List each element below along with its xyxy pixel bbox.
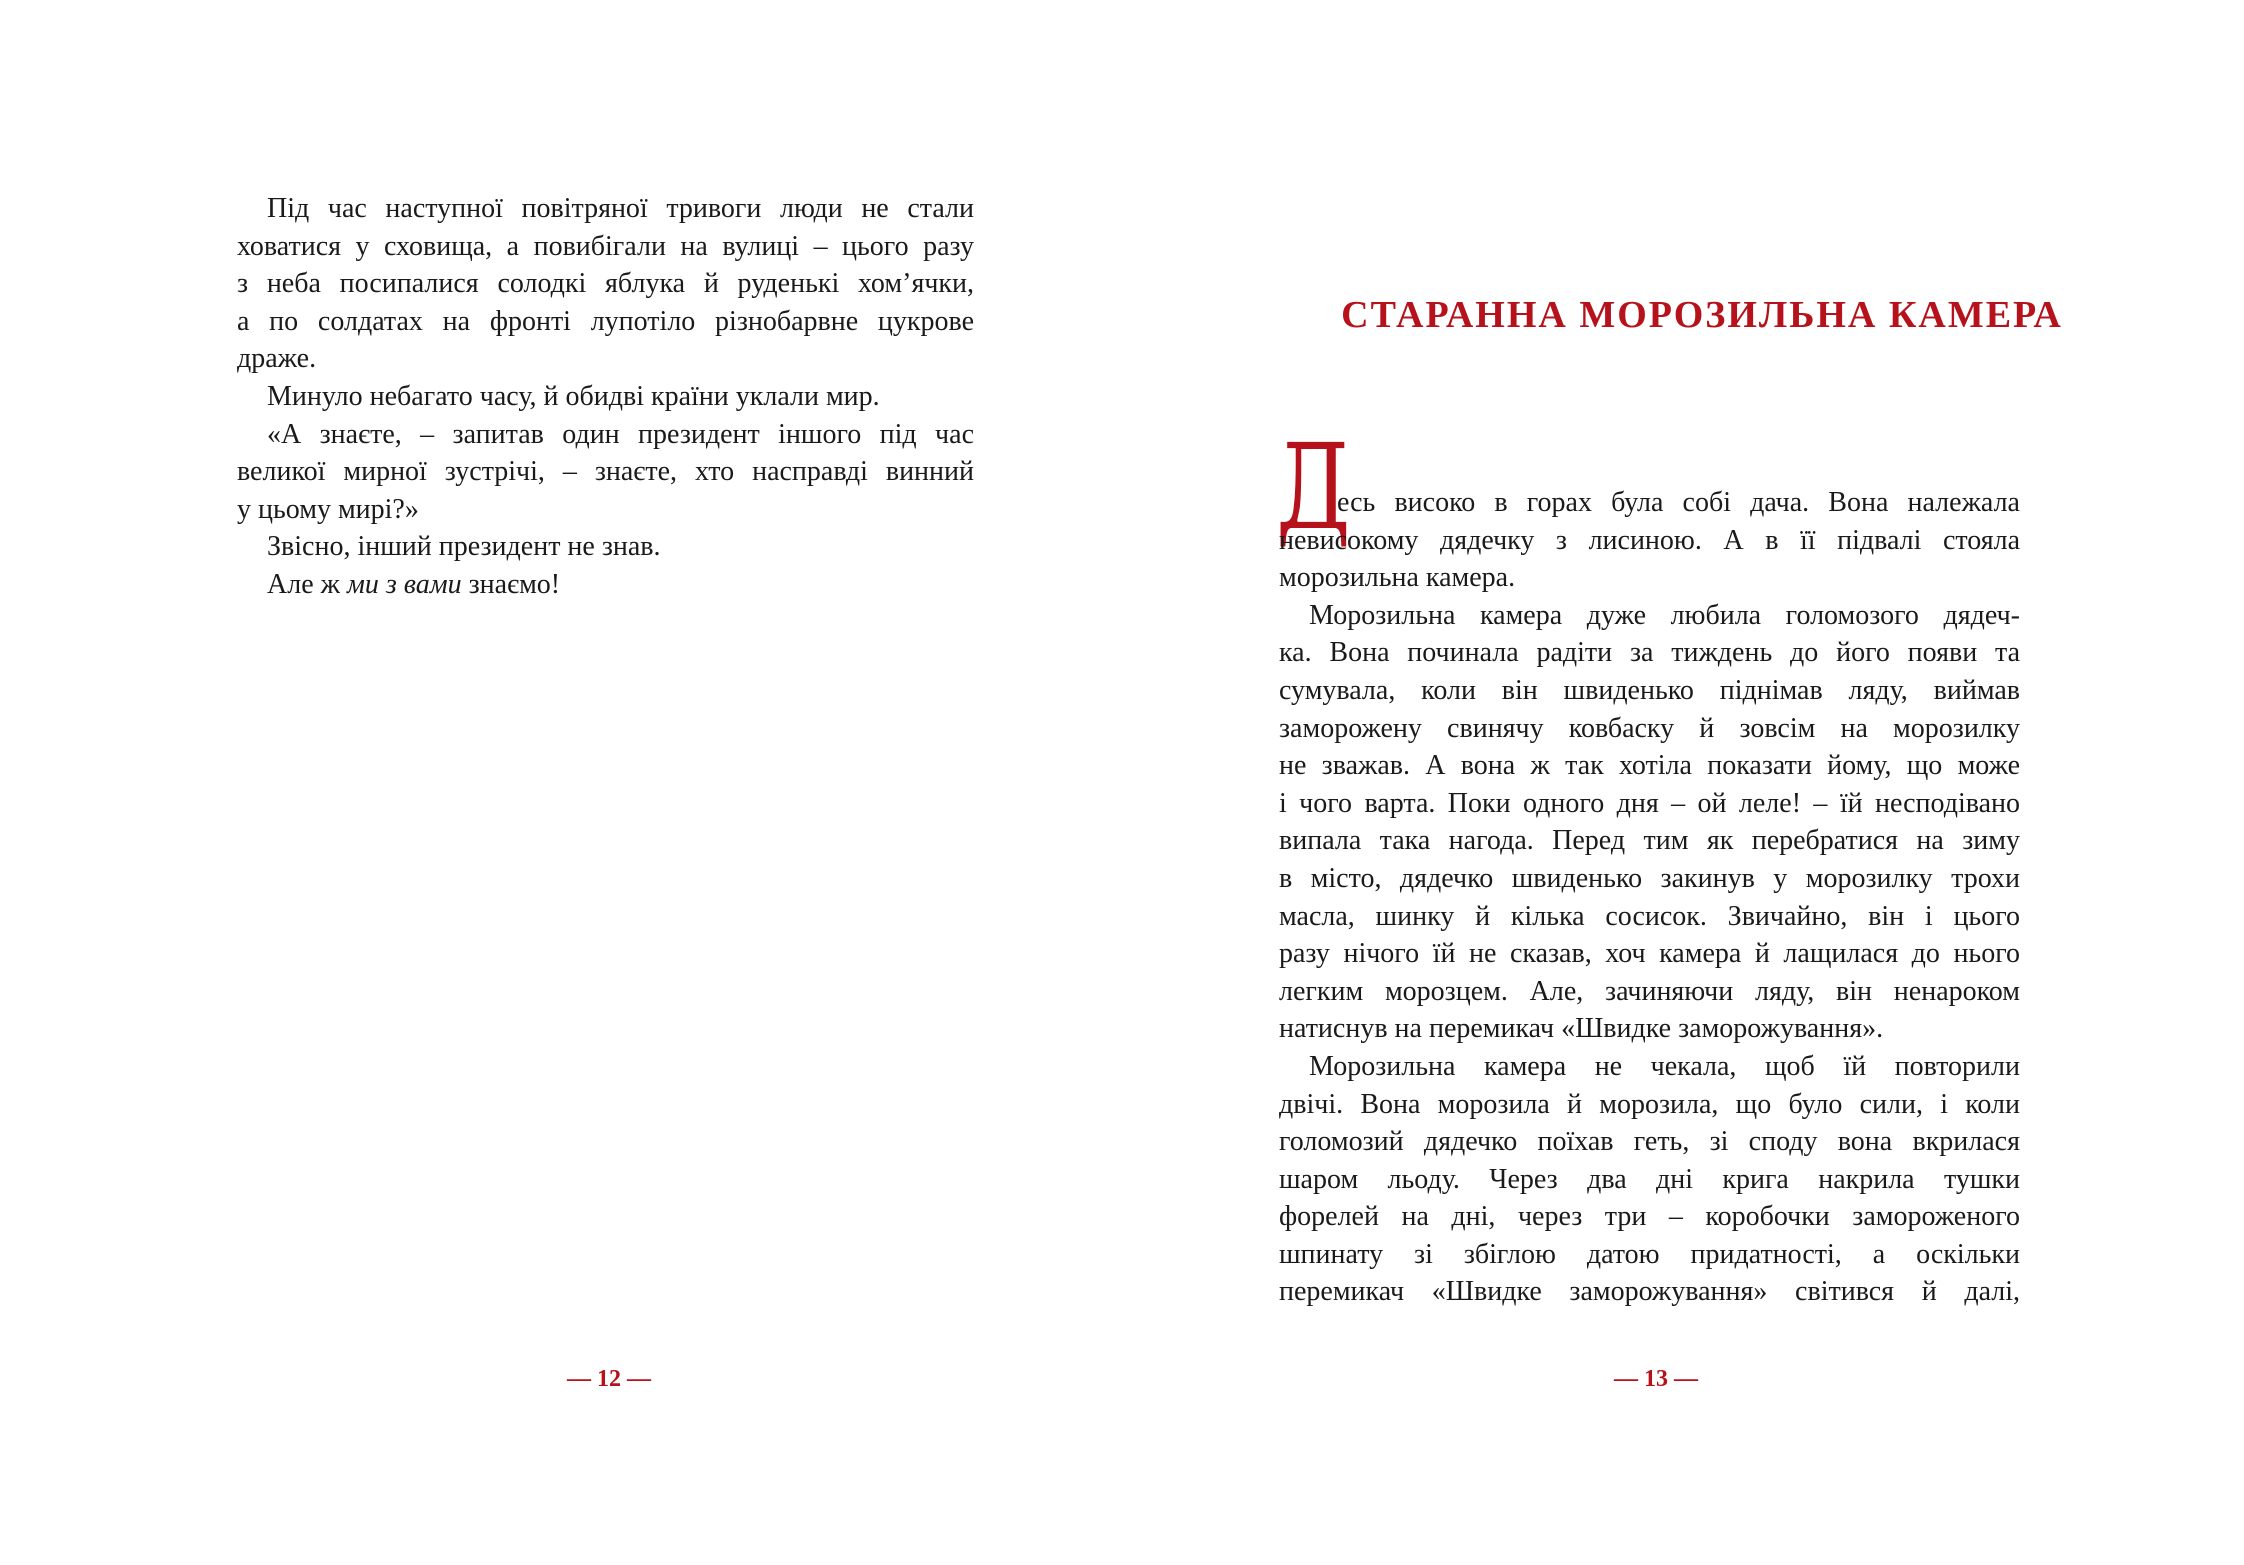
text-line: з неба посипалися солодкі яблука й руденькі хом’ячки, — [237, 268, 974, 300]
text-line: масла, шинку й кілька сосисок. Звичайно, він і цього — [1279, 900, 2020, 932]
text-line: випала така нагода. Перед тим як перебратися на зиму — [1279, 825, 2020, 857]
text-line: і чого варта. Поки одного дня – ой леле! – їй несподівано — [1279, 787, 2020, 819]
text-line: натиснув на перемикач «Швидке заморожування». — [1279, 1013, 1884, 1045]
page-number: — 13 — — [1614, 1366, 1698, 1392]
text-line: не зважав. А вона ж так хотіла показати йому, що може — [1279, 750, 2020, 782]
text-line: «А знаєте, – запитав один президент іншого під час — [267, 418, 974, 450]
drop-cap-letter: Д — [1276, 418, 1351, 556]
text-line: разу нічого їй не сказав, хоч камера й лащилася до нього — [1279, 938, 2020, 970]
text-line: двічі. Вона морозила й морозила, що було сили, і коли — [1279, 1088, 2020, 1120]
final-line-after: знаємо! — [461, 568, 561, 600]
text-line: у цьому мирі?» — [237, 493, 419, 525]
chapter-title: СТАРАННА МОРОЗИЛЬНА КАМЕРА — [1341, 294, 2063, 336]
text-line: Морозильна камера не чекала, щоб їй повторили — [1309, 1050, 2020, 1082]
text-line: есь високо в горах була собі дача. Вона належала — [1337, 487, 2020, 518]
text-line: Під час наступної повітряної тривоги люди не стали — [267, 193, 974, 224]
right-page-body — [1279, 484, 2020, 1311]
text-line: голомозий дядечко поїхав геть, зі споду вона вкрилася — [1279, 1126, 2020, 1158]
text-line: сумувала, коли він швиденько піднімав ляду, виймав — [1279, 674, 2020, 706]
text-line: заморожену свинячу ковбаску й зовсім на морозилку — [1279, 712, 2020, 744]
final-text-line — [237, 566, 974, 604]
right-page — [1122, 0, 2244, 1565]
text-line: Морозильна камера дуже любила голомозого дядеч- — [1309, 599, 2020, 631]
text-line: перемикач «Швидке заморожування» світився й далі, — [1279, 1276, 2020, 1308]
text-line: Минуло небагато часу, й обидві країни уклали мир. — [267, 380, 880, 412]
text-line: великої мирної зустрічі, – знаєте, хто насправді винний — [237, 456, 974, 488]
text-line: шаром льоду. Через два дні крига накрила тушки — [1279, 1163, 2020, 1195]
final-line-emphasis: ми з вами — [346, 568, 462, 600]
text-line: невисокому дядечку з лисиною. А в її підвалі стояла — [1279, 524, 2020, 556]
text-line: Звісно, інший президент не знав. — [267, 531, 661, 563]
text-line: в місто, дядечко швиденько закинув у морозилку трохи — [1279, 862, 2020, 894]
left-page-body — [237, 190, 974, 604]
text-line: а по солдатах на фронті лупотіло різнобарвне цукрове — [237, 305, 974, 337]
text-line: драже. — [237, 343, 317, 375]
final-line-before: Але ж — [267, 568, 347, 600]
text-line: форелей на дні, через три – коробочки замороженого — [1279, 1201, 2020, 1233]
text-line: морозильна камера. — [1279, 562, 1516, 594]
text-line: ховатися у сховища, а повибігали на вулиці – цього разу — [237, 230, 974, 262]
page-number: — 12 — — [567, 1366, 651, 1392]
text-line: легким морозцем. Але, зачиняючи ляду, він ненароком — [1279, 975, 2020, 1007]
text-line: шпинату зі збіглою датою придатності, а оскільки — [1279, 1238, 2020, 1270]
text-line: ка. Вона починала радіти за тиждень до його появи та — [1279, 637, 2020, 669]
